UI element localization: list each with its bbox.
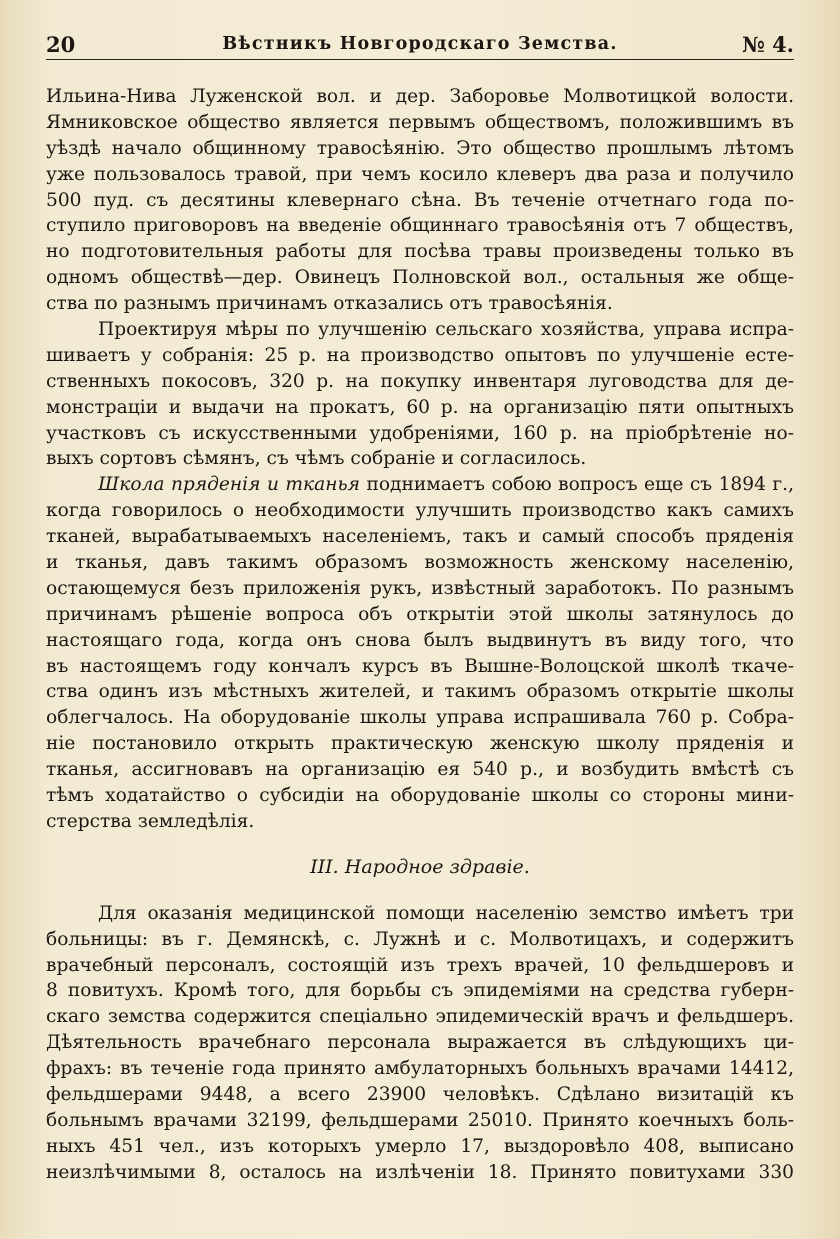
text-line: больнымъ врачами 32199, фельдшерами 25010. Принято коечныхъ боль- [46, 1109, 794, 1131]
header-rule [46, 59, 794, 60]
text-line: облегчалось. На оборудованіе школы управа испрашивала 760 р. Собра- [46, 707, 794, 729]
text-line: но подготовительныя работы для посѣва травы произведены только въ [46, 241, 794, 263]
text-line: больницы: въ г. Демянскѣ, с. Лужнѣ и с. Молвотицахъ, и содержитъ [46, 928, 794, 950]
text-line: 8 повитухъ. Кромѣ того, для борьбы съ эпидеміями на средства губерн- [46, 980, 794, 1002]
text-line: шиваетъ у собранія: 25 р. на производство опытовъ по улучшеніе есте- [46, 344, 794, 366]
italic-phrase: Школа пряденія и тканья [98, 474, 360, 496]
text-line: ніе постановило открыть практическую женскую школу пряденія и [46, 733, 794, 755]
text-line: уже пользовалось травой, при чемъ косило клеверъ два раза и получило [46, 163, 794, 185]
spacer [46, 881, 794, 901]
text-line: выхъ сортовъ сѣмянъ, съ чѣмъ собраніе и согласилось. [46, 448, 587, 470]
text-line: когда говорилось о необходимости улучшить производство какъ самихъ [46, 500, 794, 522]
text-line: врачебный персоналъ, состоящій изъ трехъ врачей, 10 фельдшеровъ и [46, 954, 794, 976]
text-line: фельдшерами 9448, а всего 23900 человѣкъ. Сдѣлано визитацій къ [46, 1083, 794, 1105]
text-line: скаго земства содержится спеціально эпидемическій врачъ и фельдшеръ. [46, 1006, 794, 1028]
page-number: 20 [46, 32, 76, 57]
section-heading: III. Народное здравіе. [310, 855, 530, 878]
body-text [46, 84, 794, 1186]
text-line: тканей, вырабатываемыхъ населеніемъ, такъ и самый способъ пряденія [46, 526, 794, 548]
text-line-with-italic [46, 472, 794, 498]
text-line: ства по разнымъ причинамъ отказались отъ травосѣянія. [46, 293, 613, 315]
running-header [46, 30, 794, 58]
text-line: Дѣятельность врачебнаго персонала выражается въ слѣдующихъ ци- [46, 1032, 794, 1054]
text-line: стерства земледѣлія. [46, 810, 255, 832]
text-line-rest: поднимаетъ собою вопросъ еще съ 1894 г., [366, 474, 794, 496]
text-line: участковъ съ искусственными удобреніями, 160 р. на пріобрѣтеніе но- [46, 422, 794, 444]
text-line: Ильина-Нива Луженской вол. и дер. Заборовье Молвотицкой волости. [46, 86, 794, 107]
text-line: ныхъ 451 чел., изъ которыхъ умерло 17, выздоровѣло 408, выписано [46, 1135, 794, 1157]
text-line: тѣмъ ходатайство о субсидіи на оборудованіе школы со стороны мини- [46, 785, 794, 807]
text-line: причинамъ рѣшеніе вопроса объ открытіи этой школы затянулось до [46, 603, 794, 625]
text-line: 500 пуд. съ десятины клевернаго сѣна. Въ теченіе отчетнаго года по- [46, 189, 794, 211]
journal-title: Вѣстникъ Новгородскаго Земства. [222, 34, 618, 54]
issue-number: № 4. [741, 32, 794, 57]
text-line: уѣздѣ начало общинному травосѣянію. Это общество прошлымъ лѣтомъ [46, 137, 794, 159]
text-line: Ямниковское общество является первымъ обществомъ, положившимъ въ [46, 111, 794, 133]
text-line: Проектируя мѣры по улучшенію сельскаго хозяйства, управа испра- [98, 319, 794, 341]
text-line: ственныхъ покосовъ, 320 р. на покупку инвентаря луговодства для де- [46, 370, 794, 392]
text-line: Для оказанія медицинской помощи населенію земство имѣетъ три [98, 902, 794, 924]
text-line: тканья, ассигновавъ на организацію ея 540 р., и возбудить вмѣстѣ съ [46, 759, 794, 781]
text-line: остающемуся безъ приложенія рукъ, извѣстный заработокъ. По разнымъ [46, 577, 794, 599]
spacer [46, 835, 794, 855]
text-line: ступило приговоровъ на введеніе общиннаго травосѣянія отъ 7 обществъ, [46, 215, 794, 237]
text-line: и тканья, давъ такимъ образомъ возможность женскому населенію, [46, 552, 794, 574]
text-line: ства одинъ изъ мѣстныхъ жителей, и такимъ образомъ открытіе школы [46, 681, 794, 703]
text-line: монстраціи и выдачи на прокатъ, 60 р. на организацію пяти опытныхъ [46, 396, 794, 418]
text-line: неизлѣчимыми 8, осталось на излѣченіи 18. Принято повитухами 330 [46, 1161, 794, 1183]
text-line: въ настоящемъ году кончалъ курсъ въ Вышне-Волоцской школѣ ткаче- [46, 655, 794, 677]
text-line: фрахъ: въ теченіе года принято амбулаторныхъ больныхъ врачами 14412, [46, 1058, 794, 1080]
text-line: настоящаго года, когда онъ снова былъ выдвинутъ въ виду того, что [46, 629, 794, 651]
text-line: одномъ обществѣ—дер. Овинецъ Полновской вол., остальныя же обще- [46, 267, 794, 289]
